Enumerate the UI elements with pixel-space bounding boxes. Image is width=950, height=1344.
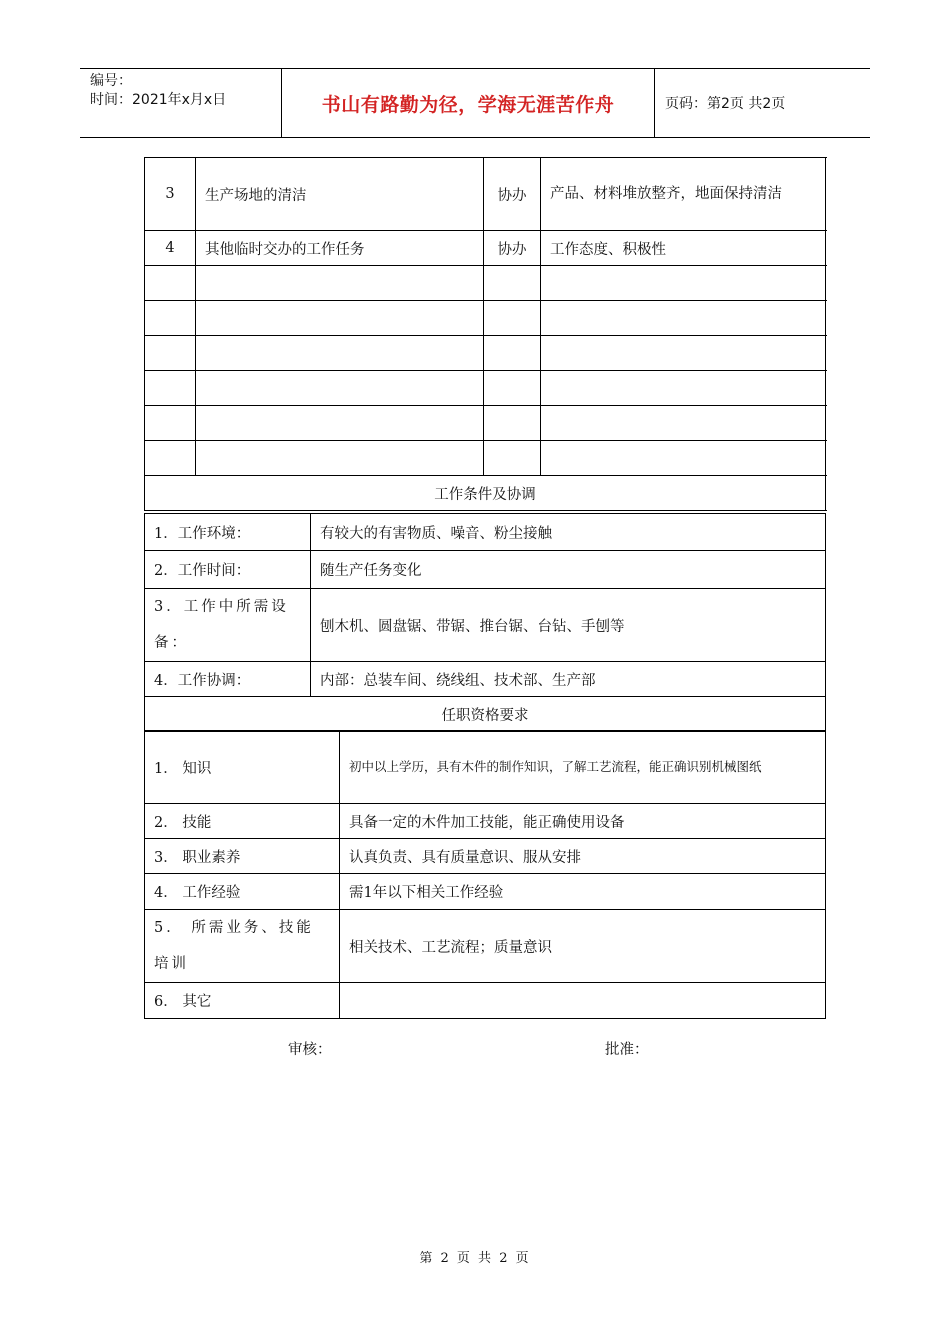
qualification-value: 初中以上学历，具有木件的制作知识，了解工艺流程，能正确识别机械图纸 [340, 731, 826, 804]
table-row [145, 231, 826, 266]
qualifications-title: 任职资格要求 [145, 697, 826, 732]
doc-number-label: 编号： [90, 73, 132, 89]
header-page-label: 页码：第2页 共2页 [665, 96, 786, 112]
table-row [145, 158, 826, 231]
table-row [145, 731, 826, 804]
empty-row [145, 301, 826, 336]
condition-value: 随生产任务变化 [311, 551, 826, 589]
duty-task: 其他临时交办的工作任务 [196, 231, 484, 266]
duty-no: 4 [145, 231, 196, 266]
condition-value: 刨木机、圆盘锯、带锯、推台锯、台钻、手刨等 [311, 589, 826, 662]
header-motto: 书山有路勤为径，学海无涯苦作舟 [282, 69, 655, 137]
condition-value: 内部：总装车间、绕线组、技术部、生产部 [311, 662, 826, 697]
duty-role: 协办 [484, 231, 541, 266]
condition-value: 有较大的有害物质、噪音、粉尘接触 [311, 514, 826, 551]
conditions-table [144, 513, 826, 732]
duty-standard: 工作态度、积极性 [541, 231, 826, 266]
duty-standard: 产品、材料堆放整齐，地面保持清洁 [541, 158, 826, 231]
table-row [145, 839, 826, 874]
qualifications-table [144, 730, 826, 1019]
qualification-label: 3． 职业素养 [145, 839, 340, 874]
qualification-value [340, 983, 826, 1019]
duties-conditions-table [144, 157, 826, 511]
qualification-label: 4． 工作经验 [145, 874, 340, 910]
duty-task: 生产场地的清洁 [196, 158, 484, 231]
empty-row [145, 406, 826, 441]
condition-label: 4．工作协调： [145, 662, 311, 697]
empty-row [145, 441, 826, 476]
qualification-label: 6． 其它 [145, 983, 340, 1019]
duty-role: 协办 [484, 158, 541, 231]
table-row [145, 589, 826, 662]
empty-row [145, 336, 826, 371]
qualification-label: 2． 技能 [145, 804, 340, 839]
page-header [80, 68, 870, 138]
table-row [145, 514, 826, 551]
section-title-row [145, 476, 826, 511]
qualification-label: 5． 所需业务、技能培训 [145, 910, 340, 983]
table-row [145, 983, 826, 1019]
page-footer: 第 2 页 共 2 页 [419, 1251, 531, 1266]
qualification-value: 认真负责、具有质量意识、服从安排 [340, 839, 826, 874]
condition-label: 3．工作中所需设备： [145, 589, 311, 662]
empty-row [145, 266, 826, 301]
qualification-value: 需1年以下相关工作经验 [340, 874, 826, 910]
qualification-value: 相关技术、工艺流程；质量意识 [340, 910, 826, 983]
table-row [145, 662, 826, 697]
table-row [145, 551, 826, 589]
empty-row [145, 371, 826, 406]
approve-signature-label: 批准： [605, 1042, 649, 1058]
table-row [145, 804, 826, 839]
review-signature-label: 审核： [288, 1042, 332, 1058]
qualification-label: 1． 知识 [145, 731, 340, 804]
qualification-value: 具备一定的木件加工技能，能正确使用设备 [340, 804, 826, 839]
doc-time-label: 时间：2021年x月x日 [90, 92, 227, 108]
header-meta [80, 69, 282, 137]
condition-label: 1．工作环境： [145, 514, 311, 551]
table-row [145, 874, 826, 910]
conditions-title: 工作条件及协调 [145, 476, 826, 511]
section-title-row [145, 697, 826, 732]
duty-no: 3 [145, 158, 196, 231]
table-row [145, 910, 826, 983]
condition-label: 2．工作时间： [145, 551, 311, 589]
